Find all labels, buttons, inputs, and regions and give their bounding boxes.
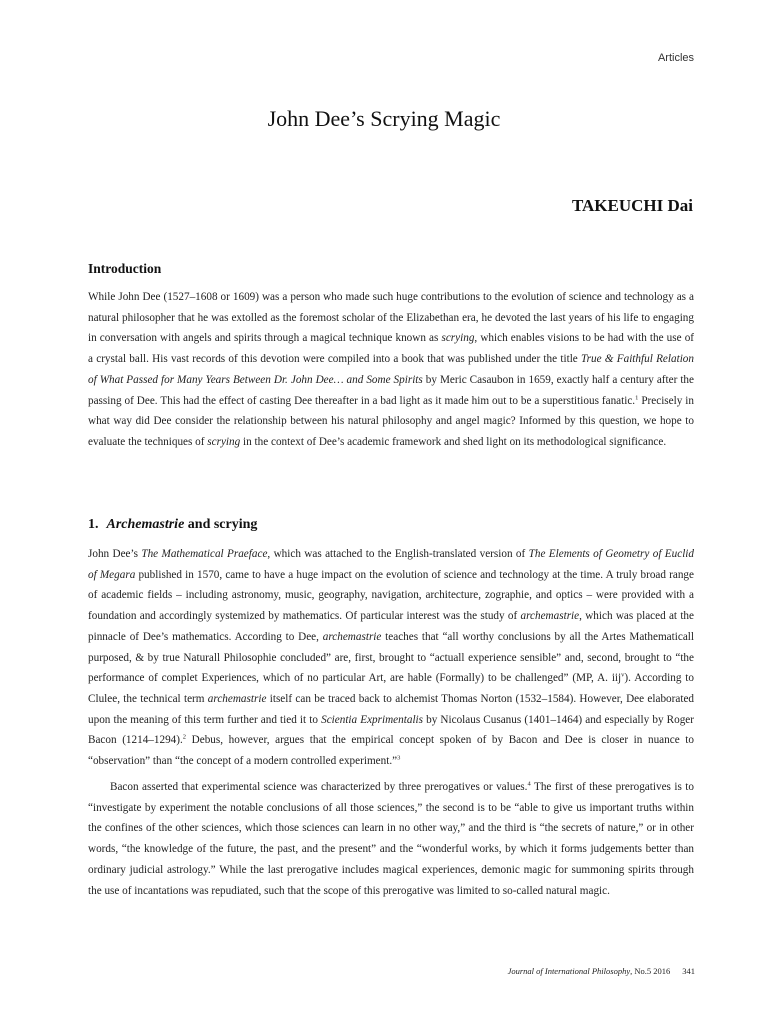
section-1-paragraph-1: John Dee’s The Mathematical Praeface, which was attached to the English-translated version of The Elements of Geometry of Euclid of Megara published in 1570, came to have a huge impact on the evolution of science and technology at the time. A truly broad range of academic fields – including astronomy, music, geography, navigation, architecture, zographie, and optics – were provided with a foundation and accordingly systemized by mathematics. Of particular interest was the study of archemastrie, which was placed at the pinnacle of Dee’s mathematics. According to Dee, archemastrie teaches that “all worthy conclusions by all the Artes Mathematicall purposed, & by true Naturall Philosophie concluded” are, first, brought to “actuall experience sensible” and, second, brought to “the performance of complet Experiences, which of no particular Art, are hable (Formally) to be challenged” (MP, A. iij$^v$). According to Clulee, the technical term archemastrie itself can be traced back to alchemist Thomas Norton (1532–1584). However, Dee elaborated upon the meaning of this term further and tied it to Scientia Exprimentalis by Nicolaus Cusanus (1401–1464) and especially by Roger Bacon (1214–1294).$^2$ Debus, however, argues that the empirical concept spoken of by Bacon and Dee is closer in nuance to “observation” than “the concept of a modern controlled experiment.”$^3$ <box>88 548 695 768</box>
article-title: John Dee’s Scrying Magic <box>267 106 501 131</box>
introduction-paragraph: While John Dee (1527–1608 or 1609) was a person who made such huge contributions to the evolution of science and technology as a natural philosopher that he was extolled as the foremost scholar of the Elizabethan era, he devoted the last years of his life to engaging in conversation with angels and spirits through a magical technique known as scrying, which enables visions to be had with the use of a crystal ball. His vast records of this devotion were compiled into a book that was published under the title True & Faithful Relation of What Passed for Many Years Between Dr. John Dee… and Some Spirits by Meric Casaubon in 1659, exactly half a century after the passing of Dee. This had the effect of casting Dee thereafter in a bad light as it made him out to be a superstitious fanatic.$^1$ Precisely in what way did Dee consider the relationship between his natural philosophy and angel magic? Informed by this question, we hope to evaluate the techniques of scrying in the context of Dee’s academic framework and shed light on its methodological significance. <box>88 291 695 448</box>
footnote-ref-1: 1 <box>635 393 639 401</box>
section-1-paragraph-2: Bacon asserted that experimental science was characterized by three prerogatives or values.$^4$ The first of these prerogatives is to “investigate by experiment the notable conclusions of all those sciences,” the second is to be “able to give us important truths within the confines of the other sciences, which those sciences can learn in no other way,” and the third is “the secrets of nature,” or in other words, “the knowledge of the future, the past, and the present” and the “wonderful works, by which it forms judgements better than ordinary judicial astrology.” While the last prerogative includes magical experiences, demonic magic for summoning spirits through the use of incantations was repudiated, such that the scope of this prerogative was limited to so-called natural magic. <box>88 780 695 897</box>
article-author: TAKEUCHI Dai <box>571 196 693 215</box>
introduction-heading: Introduction <box>88 261 162 276</box>
footnote-ref-4: 4 <box>527 780 531 788</box>
journal-name: Journal of International Philosophy <box>507 966 631 976</box>
journal-issue: , No.5 2016 <box>630 966 671 976</box>
section-1-heading: 1. Archemastrie and scrying <box>88 517 258 532</box>
footnote-ref-3: 3 <box>397 754 401 762</box>
footnote-ref-2: 2 <box>182 733 187 741</box>
section-label: Articles <box>657 52 694 64</box>
page-number: 341 <box>682 966 695 976</box>
page-footer <box>508 966 695 976</box>
